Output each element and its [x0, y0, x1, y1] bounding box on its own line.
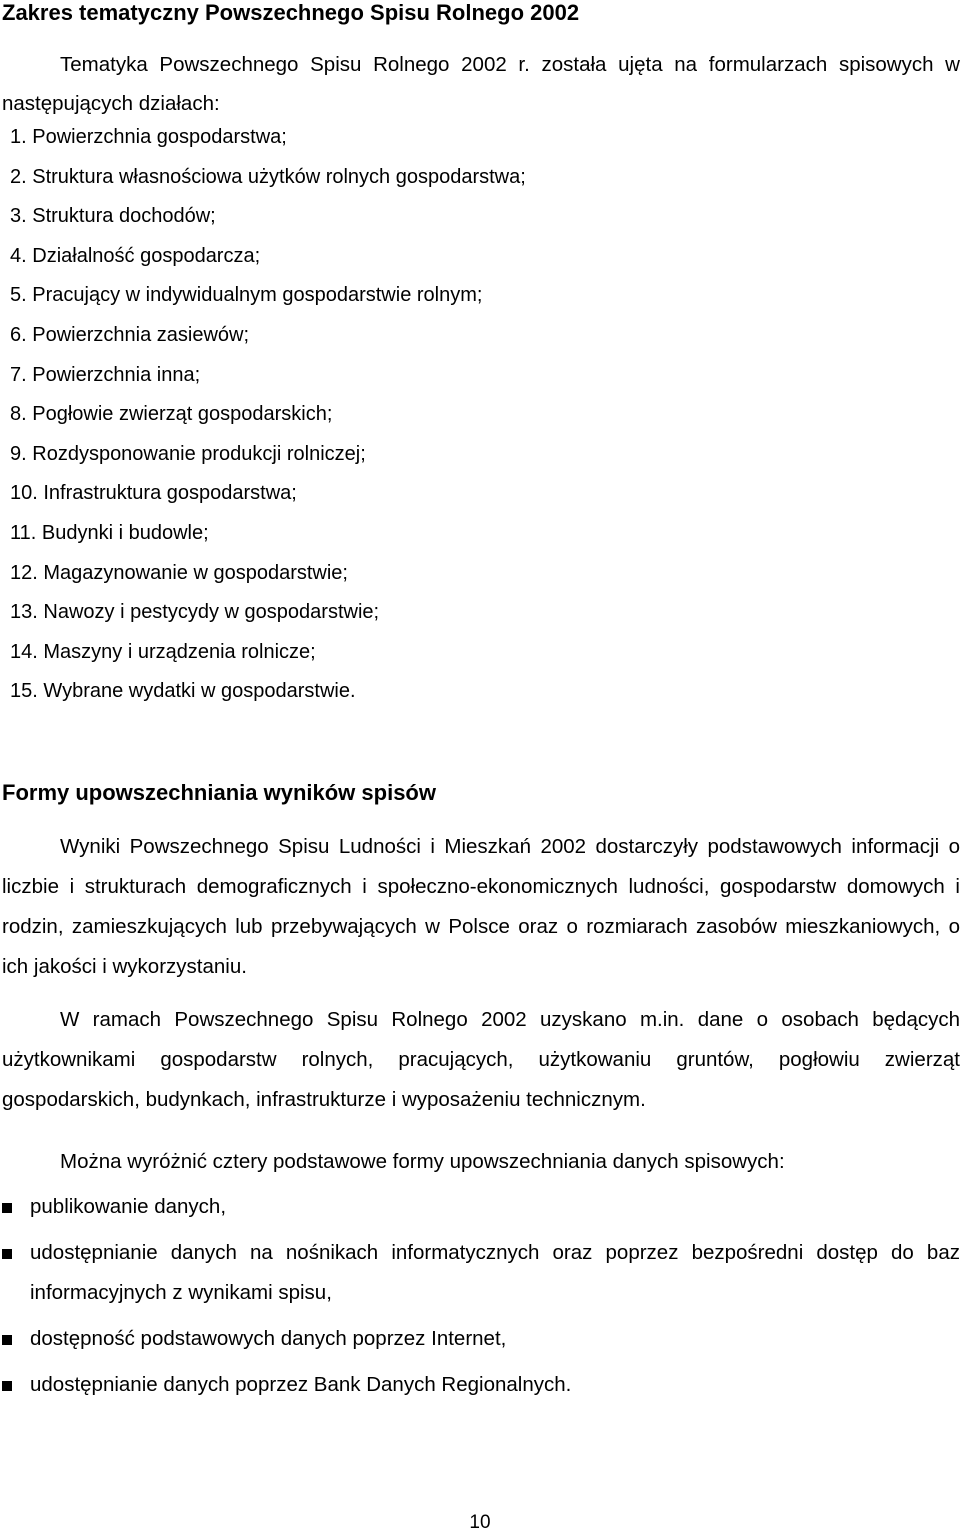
paragraph-forms-intro: Można wyróżnić cztery podstawowe formy upowszechniania danych spisowych: — [60, 1150, 785, 1173]
list-item: udostępnianie danych na nośnikach informatycznych oraz poprzez bezpośredni dostęp do baz informacyjnych z wynikami spisu, — [2, 1233, 960, 1313]
square-bullet-icon — [2, 1335, 12, 1345]
list-item: dostępność podstawowych danych poprzez Internet, — [2, 1319, 960, 1359]
list-item: 4. Działalność gospodarcza; — [10, 244, 261, 267]
intro-text: Tematyka Powszechnego Spisu Rolnego 2002 r. została ujęta na formularzach spisowych w następujących działach: — [2, 53, 960, 115]
list-item: publikowanie danych, — [2, 1187, 960, 1227]
list-item: 1. Powierzchnia gospodarstwa; — [10, 126, 287, 148]
page-number: 10 — [469, 1512, 491, 1533]
square-bullet-icon — [2, 1249, 12, 1259]
list-item: 6. Powierzchnia zasiewów; — [10, 323, 250, 346]
list-item: 2. Struktura własnościowa użytków rolnych gospodarstwa; — [10, 165, 526, 188]
forms-list — [2, 1187, 960, 1411]
section-heading-scope: Zakres tematyczny Powszechnego Spisu Rolnego 2002 — [2, 0, 580, 25]
list-item: 7. Powierzchnia inna; — [10, 363, 201, 386]
list-item: 9. Rozdysponowanie produkcji rolniczej; — [10, 442, 366, 465]
square-bullet-icon — [2, 1203, 12, 1213]
list-item: 8. Pogłowie zwierząt gospodarskich; — [10, 403, 333, 426]
square-bullet-icon — [2, 1381, 12, 1391]
list-item: 3. Struktura dochodów; — [10, 205, 216, 228]
list-item: udostępnianie danych poprzez Bank Danych Regionalnych. — [2, 1365, 960, 1405]
list-item: 12. Magazynowanie w gospodarstwie; — [10, 561, 348, 584]
topics-list — [2, 118, 526, 712]
list-item: 11. Budynki i budowle; — [10, 521, 209, 544]
list-item: 15. Wybrane wydatki w gospodarstwie. — [10, 680, 356, 703]
paragraph-agricultural-census: W ramach Powszechnego Spisu Rolnego 2002 uzyskano m.in. dane o osobach będących użytkownikami gospodarstw rolnych, pracujących, użytkowaniu gruntów, pogłowiu zwierząt gospodarskich, budynkach, infrastrukturze i wyposażeniu technicznym. — [2, 1008, 960, 1111]
section-heading-forms: Formy upowszechniania wyników spisów — [2, 780, 436, 805]
intro-paragraph — [2, 45, 960, 123]
list-item: 5. Pracujący w indywidualnym gospodarstwie rolnym; — [10, 284, 483, 307]
paragraph-census-results: Wyniki Powszechnego Spisu Ludności i Mieszkań 2002 dostarczyły podstawowych informacji o liczbie i strukturach demograficznych i społeczno-ekonomicznych ludności, gospodarstw domowych i rodzin, zamieszkujących lub przebywających w Polsce oraz o rozmiarach zasobów mieszkaniowych, o ich jakości i wykorzystaniu. — [2, 835, 960, 978]
list-item: 10. Infrastruktura gospodarstwa; — [10, 482, 297, 505]
list-item: 13. Nawozy i pestycydy w gospodarstwie; — [10, 601, 380, 624]
list-item: 14. Maszyny i urządzenia rolnicze; — [10, 640, 316, 663]
